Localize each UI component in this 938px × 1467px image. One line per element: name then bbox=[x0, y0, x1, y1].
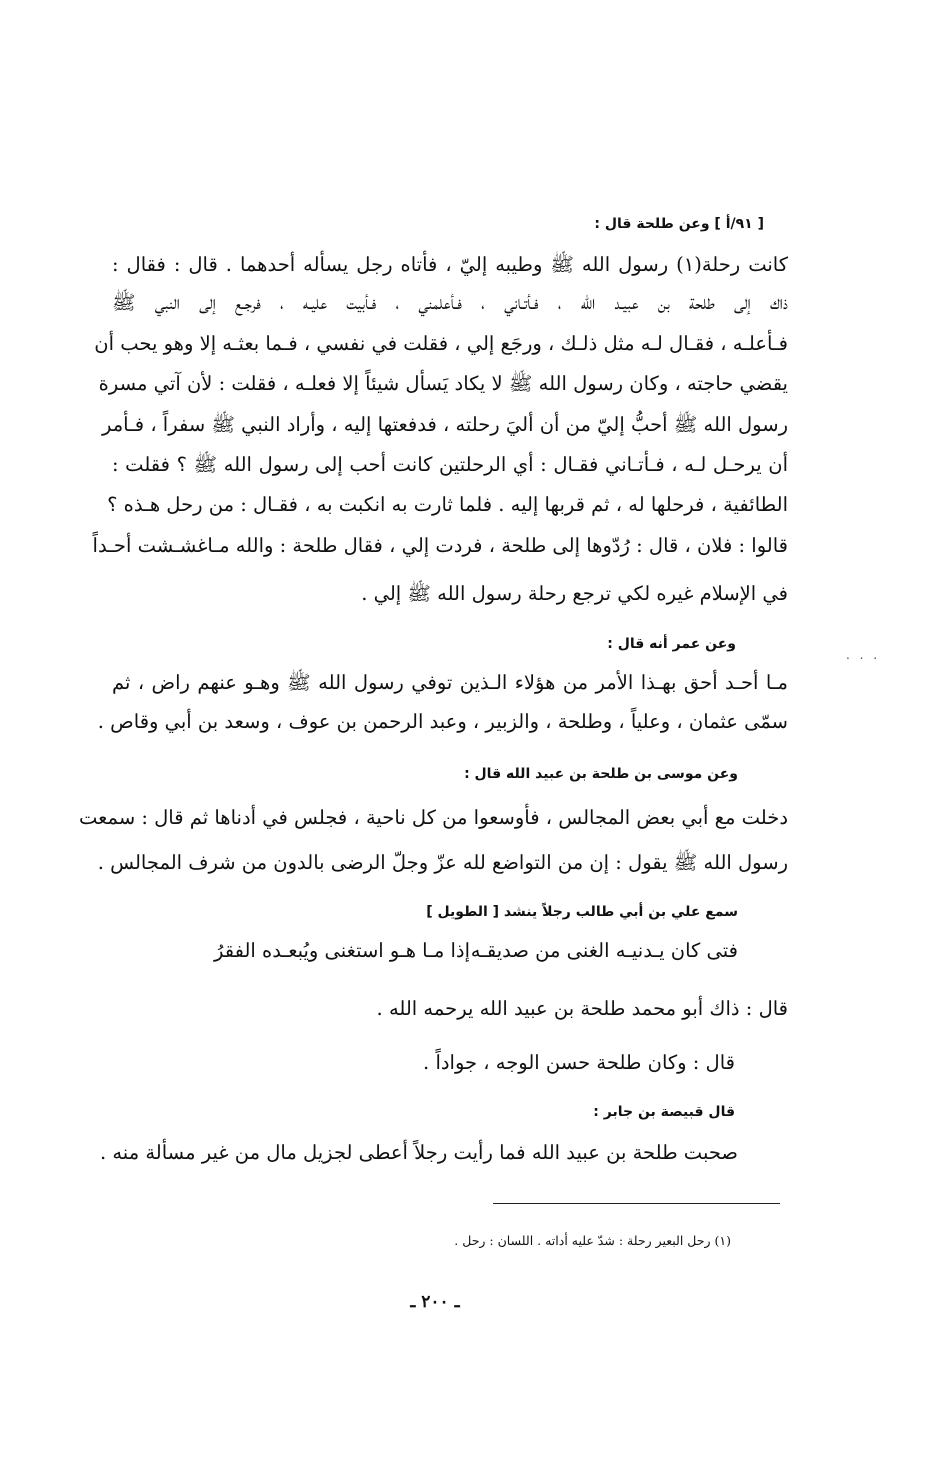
paragraph-line: الطائفية ، فرحلها له ، ثم قربها إليه . فلما ثارت به انكبت به ، فقـال : من رحل هـذه ؟ bbox=[107, 493, 788, 516]
paragraph-line: رسول الله ﷺ يقول : إن من التواضع لله عزّ وجلّ الرضى بالدون من شرف المجالس . bbox=[97, 851, 788, 874]
section-heading: وعن عمر أنه قال : bbox=[607, 636, 736, 652]
paragraph-line: في الإسلام غيره لكي ترجع رحلة رسول الله ﷺ إلي . bbox=[361, 582, 788, 605]
paragraph-line: قال : ذاك أبو محمد طلحة بن عبيد الله يرحمه الله . bbox=[376, 997, 788, 1020]
paragraph-line: فـأعلـه ، فقـال لـه مثل ذلـك ، ورجَع إلي ، فقلت في نفسي ، فـما بعثـه إلا وهو يحب أن bbox=[94, 332, 788, 355]
verse-first-hemistich: فتى كان يـدنيـه الغنى من صديقـه bbox=[470, 939, 738, 962]
verse-second-hemistich: إذا مـا هـو استغنى ويُبعـده الفقرُ bbox=[213, 939, 470, 962]
paragraph-line: يقضي حاجته ، وكان رسول الله ﷺ لا يكاد يَسأل شيئاً إلا فعلـه ، فقلت : لأن آتي مسرة bbox=[98, 372, 788, 395]
paragraph-line: صحبت طلحة بن عبيد الله فما رأيت رجلاً أعطى لجزيل مال من غير مسألة منه . bbox=[99, 1141, 738, 1164]
section-heading: [ ٩١/أ ] وعن طلحة قال : bbox=[594, 216, 764, 232]
footnote: (١) رحل البعير رحلة : شدّ عليه أداته . اللسان : رحل . bbox=[454, 1233, 731, 1248]
paragraph-line: رسول الله ﷺ أحبُّ إليّ من أن أليَ رحلته ، فدفعتها إليه ، وأراد النبي ﷺ سفراً ، فـأمر bbox=[101, 413, 788, 436]
paragraph-line: أن يرحـل لـه ، فـأتـاني فقـال : أي الرحلتين كانت أحب إلى رسول الله ﷺ ؟ فقلت : bbox=[112, 453, 788, 476]
section-heading: وعن موسى بن طلحة بن عبيد الله قال : bbox=[464, 766, 738, 782]
section-heading: قال قبيصة بن جابر : bbox=[593, 1104, 735, 1120]
section-heading: سمع علي بن أبي طالب رجلاً ينشد [ الطويل ] bbox=[426, 904, 738, 920]
paragraph-line: قالوا : فلان ، قال : رُدّوها إلى طلحة ، فردت إلي ، فقال طلحة : والله مـاغشـشت أحـداً bbox=[92, 534, 788, 557]
paragraph-line: دخلت مع أبي بعض المجالس ، فأوسعوا من كل ناحية ، فجلس في أدناها ثم قال : سمعت bbox=[79, 806, 788, 829]
paragraph-line: مـا أحـد أحق بهـذا الأمر من هؤلاء الـذين توفي رسول الله ﷺ وهـو عنهم راض ، ثم bbox=[112, 671, 788, 694]
paragraph-line: كانت رحلة(١) رسول الله ﷺ وطيبه إليّ ، فأتاه رجل يسأله أحدهما . قال : فقال : bbox=[112, 253, 788, 276]
margin-mark: . . . bbox=[846, 648, 881, 662]
paragraph-line: سمّى عثمان ، وعلياً ، وطلحة ، والزبير ، وعبد الرحمن بن عوف ، وسعد بن أبي وقاص . bbox=[97, 710, 788, 733]
paragraph-line: قال : وكان طلحة حسن الوجه ، جواداً . bbox=[423, 1051, 735, 1074]
footnote-separator bbox=[493, 1203, 780, 1204]
page-number: ـ ٢٠٠ ـ bbox=[410, 1292, 460, 1312]
paragraph-line: ذاك إلى طلحة بن عبيـد الله ، فـأتـاني ، فـأعلمني ، فـأبيت عليـه ، فرجـع إلى النبي ﷺ bbox=[112, 291, 788, 314]
